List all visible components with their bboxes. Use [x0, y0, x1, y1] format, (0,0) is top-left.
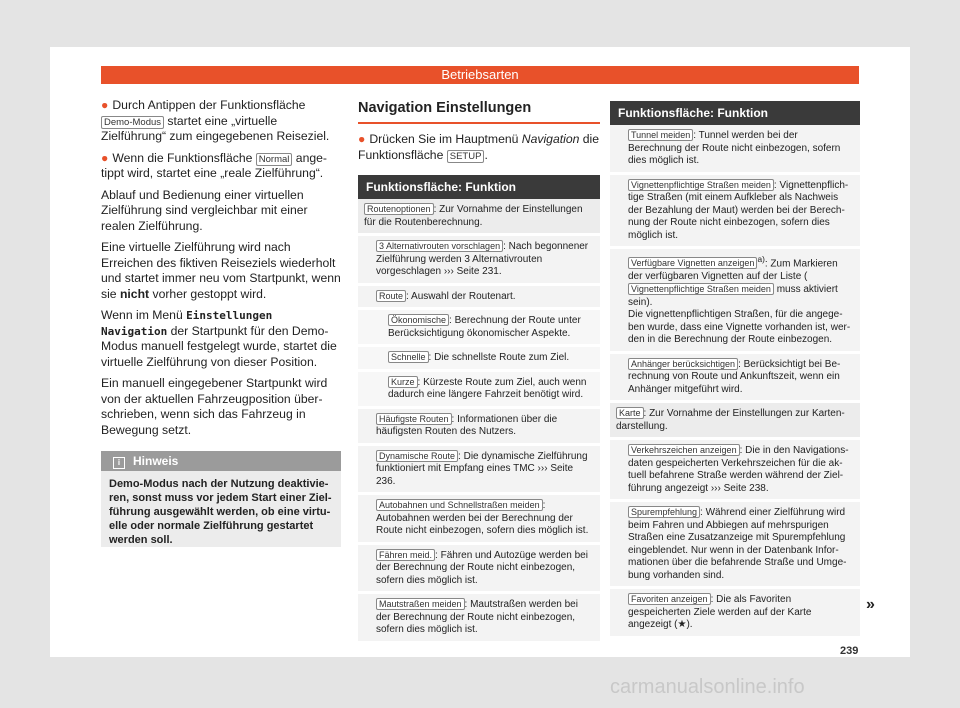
emphasis: nicht — [119, 286, 150, 301]
text: vorher gestoppt wird. — [149, 286, 267, 301]
table-row — [610, 440, 860, 502]
table-row — [358, 594, 600, 644]
middle-column — [358, 100, 600, 644]
table-row — [358, 310, 600, 347]
row-text: : Zur Vornahme der Einstellungen für die Routenberechnung. — [364, 204, 583, 228]
row-text: : Kürzeste Route zum Ziel, auch wenn dadurch eine längere Fahrzeit benötigt wird. — [388, 376, 587, 400]
table-row — [358, 495, 600, 545]
row-text: : Fähren und Autozüge werden bei der Berechnung der Route nicht einbezogen, sofern dies möglich ist. — [376, 549, 588, 586]
table-header: Funktionsfläche: Funktion — [610, 101, 860, 125]
table-row — [610, 125, 860, 175]
hint-box — [101, 451, 341, 547]
row-text: : Die als Favoriten gespeicherten Ziele werden auf der Karte angezeigt ( — [628, 594, 812, 631]
row-text: Die vignettenpflichtigen Straßen, für die angegeben wurde, dass eine Vignette vorhanden ist, werden in die Berechnung der Route einbezogen. — [628, 309, 851, 346]
section-header: Betriebsarten — [101, 66, 859, 84]
table-row — [358, 409, 600, 446]
left-column — [101, 98, 341, 444]
text: Wenn im Menü — [101, 308, 187, 322]
row-text: : Autobahnen werden bei der Berechnung der Route nicht einbezogen, sofern dies möglich ist. — [376, 500, 589, 536]
option-button[interactable]: Spurempfehlung — [628, 506, 700, 518]
footnote-mark: a) — [757, 254, 765, 264]
page-number: 239 — [840, 645, 859, 657]
hint-header — [101, 451, 341, 471]
table-row — [358, 545, 600, 595]
bullet-demo-mode — [101, 98, 341, 145]
option-button[interactable]: 3 Alternativrouten vorschlagen — [376, 240, 503, 252]
option-button[interactable]: Kurze — [388, 376, 418, 388]
option-button[interactable]: Karte — [616, 407, 644, 419]
table-row — [358, 446, 600, 496]
hint-title: Hinweis — [133, 454, 179, 468]
text: Durch Antippen der Funktionsfläche — [112, 98, 306, 112]
table-row — [358, 199, 600, 236]
row-text: : Die in den Navigationsdaten gespeicherten Verkehrszeichen für die aktuell befahrene Straße werden während der Zielführung angezeigt ››› Seite 238. — [628, 445, 849, 494]
row-text: : Während einer Zielführung wird beim Fahren und Abbiegen auf mehrspurigen Straßen eine Zusatzanzeige mit Spurempfehlung eingeblendet. Nur wenn in der Datenbank Informationen über die befahrende Straße und Umgebung vorhanden sind. — [628, 507, 847, 581]
paragraph: Ein manuell eingegebener Startpunkt wird von der aktuellen Fahrzeugposition überschrieben, wenn sich das Fahrzeug in Bewegung setzt. — [101, 376, 328, 437]
option-button[interactable]: Vignettenpflichtige Straßen meiden — [628, 283, 774, 295]
table-row — [610, 589, 860, 639]
menu-name: Navigation — [521, 132, 580, 146]
row-text: : Zum Markieren der verfügbaren Vignetten auf der Liste ( — [628, 258, 838, 282]
table-header: Funktionsfläche: Funktion — [358, 175, 600, 199]
normal-button[interactable]: Normal — [256, 153, 293, 166]
text: angetippt wird, startet eine „reale Zielführung“. — [101, 150, 327, 180]
bullet-normal-mode — [101, 151, 341, 182]
row-text: : Vignettenpflichtige Straßen (mit einem Aufkleber als Nachweis der Bezahlung der Maut) werden bei der Berechnung der Route nicht einbezogen, sofern dies möglich ist. — [628, 179, 849, 241]
bullet-icon: ● — [101, 150, 109, 165]
intro-paragraph — [358, 132, 600, 163]
option-button[interactable]: Routenoptionen — [364, 203, 434, 215]
option-button[interactable]: Fähren meid. — [376, 549, 435, 561]
row-text: : Berechnung der Route unter Berücksichtigung ökonomischer Aspekte. — [388, 315, 581, 339]
row-text: : Informationen über die häufigsten Routen des Nutzers. — [376, 413, 558, 437]
demo-mode-button[interactable]: Demo-Modus — [101, 116, 164, 129]
bullet-icon: ● — [358, 132, 366, 146]
option-button[interactable]: Tunnel meiden — [628, 129, 693, 141]
table-row — [610, 354, 860, 404]
row-text: ). — [686, 619, 693, 631]
text: der Startpunkt für den Demo-Modus manuell festgelegt wurde, startet die virtuelle Zielführung von dieser Position. — [101, 323, 337, 369]
table-row — [610, 249, 860, 354]
option-button[interactable]: Favoriten anzeigen — [628, 593, 711, 605]
paragraph — [101, 240, 341, 302]
row-text: : Zur Vornahme der Einstellungen zur Kartendarstellung. — [616, 408, 845, 432]
row-text: : Tunnel werden bei der Berechnung der Route nicht einbezogen, sofern dies möglich ist. — [628, 130, 841, 166]
setup-button[interactable]: SETUP — [447, 150, 485, 163]
option-button[interactable]: Ökonomische — [388, 314, 449, 326]
right-column — [610, 101, 860, 639]
table-row — [610, 175, 860, 250]
row-text: : Nach begonnener Zielführung werden 3 Alternativrouten vorgeschlagen ››› Seite 231. — [376, 241, 589, 277]
option-button[interactable]: Vignettenpflichtige Straßen meiden — [628, 179, 774, 191]
watermark: carmanualsonline.info — [610, 676, 805, 698]
row-text: : Die schnellste Route zum Ziel. — [428, 352, 570, 363]
table-row — [358, 372, 600, 409]
row-text: : Mautstraßen werden bei der Berechnung der Route nicht einbezogen, sofern dies möglich ist. — [376, 599, 578, 635]
row-text: muss aktiviert sein). — [628, 284, 838, 308]
paragraph: Ablauf und Bedienung einer virtuellen Zielführung sind vergleichbar mit einer realen Zielführung. — [101, 187, 308, 233]
info-icon: i — [113, 457, 125, 469]
row-text: : Auswahl der Routenart. — [406, 290, 516, 302]
option-button[interactable]: Route — [376, 290, 406, 302]
option-button[interactable]: Schnelle — [388, 351, 429, 363]
table-row — [610, 502, 860, 589]
menu-path: Einstellungen Navigation — [101, 309, 273, 338]
hint-body: Demo-Modus nach der Nutzung deaktivieren, sonst muss vor jedem Start einer Zielführung ausgewählt werden, ob eine virtuelle oder normale Zielführung gestartet werden soll. — [109, 478, 332, 546]
option-button[interactable]: Mautstraßen meiden — [376, 598, 465, 610]
text: Drücken Sie im Hauptmenü — [369, 132, 522, 146]
table-row — [358, 347, 600, 372]
text: . — [484, 147, 488, 162]
text: startet eine „virtuelle Zielführung“ zum eingegebenen Reiseziel. — [101, 113, 330, 143]
table-row — [358, 236, 600, 286]
table-row — [610, 403, 860, 440]
row-text: : Die dynamische Zielführung funktioniert mit Empfang eines TMC ››› Seite 236. — [376, 450, 588, 487]
option-button[interactable]: Verfügbare Vignetten anzeigen — [628, 257, 757, 269]
row-text: : Berücksichtigt bei Berechnung von Route und Ankunftszeit, wenn ein Anhänger mitgeführt wird. — [628, 358, 841, 395]
table-row — [358, 286, 600, 311]
option-button[interactable]: Dynamische Route — [376, 450, 458, 462]
option-button[interactable]: Anhänger berücksichtigen — [628, 358, 738, 370]
star-icon: ★ — [677, 619, 687, 631]
text: Eine virtuelle Zielführung wird nach Erreichen des fiktiven Reiseziels wiederholt und startet immer neu vom Startpunkt, wenn sie — [101, 240, 341, 301]
option-button[interactable]: Autobahnen und Schnellstraßen meiden — [376, 499, 543, 511]
option-button[interactable]: Häufigste Routen — [376, 413, 452, 425]
text: die Funktionsfläche — [358, 132, 600, 162]
text: Wenn die Funktionsfläche — [112, 150, 256, 165]
section-title: Navigation Einstellungen — [358, 100, 600, 124]
paragraph — [101, 308, 341, 370]
continue-marker: » — [866, 596, 875, 613]
bullet-icon: ● — [101, 98, 109, 112]
option-button[interactable]: Verkehrszeichen anzeigen — [628, 444, 740, 456]
